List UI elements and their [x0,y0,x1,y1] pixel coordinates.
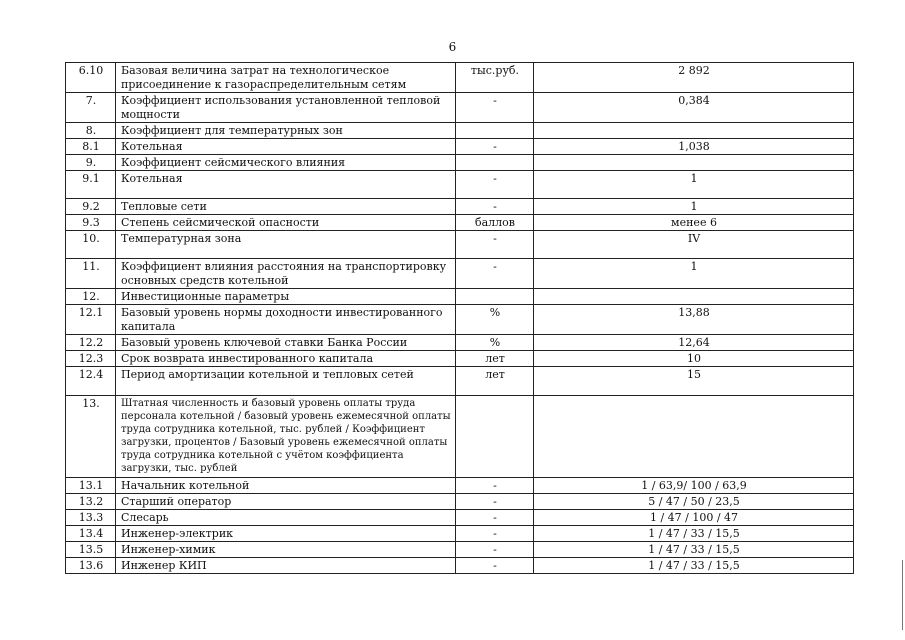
table-row [66,171,854,199]
row-number: 6.10 [66,63,116,93]
row-number: 9. [66,155,116,171]
table-row [66,139,854,155]
row-indicator-name: Инженер-химик [116,542,456,558]
row-value: 1 [534,171,854,199]
row-unit: - [456,558,534,574]
row-unit: - [456,93,534,123]
row-number: 12. [66,289,116,305]
row-unit: - [456,171,534,199]
table-row [66,478,854,494]
row-value [534,155,854,171]
table-row [66,510,854,526]
row-number: 12.2 [66,335,116,351]
row-number: 11. [66,259,116,289]
row-number: 7. [66,93,116,123]
row-value: 0,384 [534,93,854,123]
row-unit: лет [456,351,534,367]
table-row [66,199,854,215]
row-indicator-name: Тепловые сети [116,199,456,215]
table-row [66,494,854,510]
row-unit [456,289,534,305]
table-row [66,123,854,139]
table-row [66,231,854,259]
row-value: 5 / 47 / 50 / 23,5 [534,494,854,510]
page-number: 6 [448,40,457,54]
table-row [66,367,854,396]
row-indicator-name: Котельная [116,139,456,155]
row-unit [456,155,534,171]
row-indicator-name: Степень сейсмической опасности [116,215,456,231]
row-indicator-name: Базовый уровень ключевой ставки Банка России [116,335,456,351]
row-value: 1 / 63,9/ 100 / 63,9 [534,478,854,494]
row-unit: - [456,259,534,289]
row-value: 13,88 [534,305,854,335]
row-number: 13.5 [66,542,116,558]
row-indicator-name: Штатная численность и базовый уровень оплаты труда персонала котельной / базовый уровень ежемесячной оплаты труда сотрудника котельной, тыс. рублей / Коэффициент загрузки, процентов / Базовый уровень ежемесячной оплаты труда сотрудника котельной с учётом коэффициента загрузки, тыс. рублей [116,396,456,478]
row-indicator-name: Инженер КИП [116,558,456,574]
table-row [66,526,854,542]
row-unit: - [456,542,534,558]
row-value: 1 [534,199,854,215]
table-row [66,351,854,367]
parameters-table [65,62,854,574]
row-value [534,289,854,305]
row-number: 13. [66,396,116,478]
row-indicator-name: Температурная зона [116,231,456,259]
row-value: 12,64 [534,335,854,351]
table-row [66,93,854,123]
row-unit: - [456,510,534,526]
table-row [66,396,854,478]
row-value: 10 [534,351,854,367]
row-number: 12.3 [66,351,116,367]
row-unit: % [456,305,534,335]
row-indicator-name: Срок возврата инвестированного капитала [116,351,456,367]
scan-edge-line [902,560,903,630]
row-indicator-name: Коэффициент сейсмического влияния [116,155,456,171]
row-number: 13.4 [66,526,116,542]
row-indicator-name: Коэффициент для температурных зон [116,123,456,139]
table-row [66,215,854,231]
row-indicator-name: Коэффициент использования установленной тепловой мощности [116,93,456,123]
row-number: 12.1 [66,305,116,335]
row-number: 9.3 [66,215,116,231]
row-value: 1 / 47 / 33 / 15,5 [534,526,854,542]
table-row [66,558,854,574]
table-row [66,289,854,305]
row-value [534,123,854,139]
row-value: 1 / 47 / 100 / 47 [534,510,854,526]
row-unit [456,123,534,139]
row-number: 13.2 [66,494,116,510]
row-indicator-name: Период амортизации котельной и тепловых сетей [116,367,456,396]
row-value: 1 / 47 / 33 / 15,5 [534,542,854,558]
row-unit: баллов [456,215,534,231]
row-number: 13.1 [66,478,116,494]
row-number: 8. [66,123,116,139]
row-value: IV [534,231,854,259]
row-unit: - [456,199,534,215]
row-unit: лет [456,367,534,396]
row-unit: - [456,526,534,542]
row-indicator-name: Базовая величина затрат на технологическое присоединение к газораспределительным сетям [116,63,456,93]
row-number: 10. [66,231,116,259]
table-row [66,63,854,93]
row-indicator-name: Старший оператор [116,494,456,510]
row-number: 12.4 [66,367,116,396]
row-number: 9.1 [66,171,116,199]
table-row [66,155,854,171]
row-number: 13.3 [66,510,116,526]
row-unit: - [456,139,534,155]
row-number: 8.1 [66,139,116,155]
row-indicator-name: Базовый уровень нормы доходности инвестированного капитала [116,305,456,335]
row-indicator-name: Начальник котельной [116,478,456,494]
row-indicator-name: Слесарь [116,510,456,526]
row-value: 15 [534,367,854,396]
row-unit: % [456,335,534,351]
row-indicator-name: Инвестиционные параметры [116,289,456,305]
table-row [66,335,854,351]
row-value: 1,038 [534,139,854,155]
row-indicator-name: Инженер-электрик [116,526,456,542]
row-value [534,396,854,478]
row-value: 1 [534,259,854,289]
row-unit: - [456,478,534,494]
table-row [66,259,854,289]
table-row [66,305,854,335]
row-unit: тыс.руб. [456,63,534,93]
row-value: 1 / 47 / 33 / 15,5 [534,558,854,574]
row-unit: - [456,494,534,510]
row-unit [456,396,534,478]
row-value: 2 892 [534,63,854,93]
row-number: 9.2 [66,199,116,215]
row-indicator-name: Коэффициент влияния расстояния на транспортировку основных средств котельной [116,259,456,289]
row-indicator-name: Котельная [116,171,456,199]
row-value: менее 6 [534,215,854,231]
table-row [66,542,854,558]
row-number: 13.6 [66,558,116,574]
row-unit: - [456,231,534,259]
